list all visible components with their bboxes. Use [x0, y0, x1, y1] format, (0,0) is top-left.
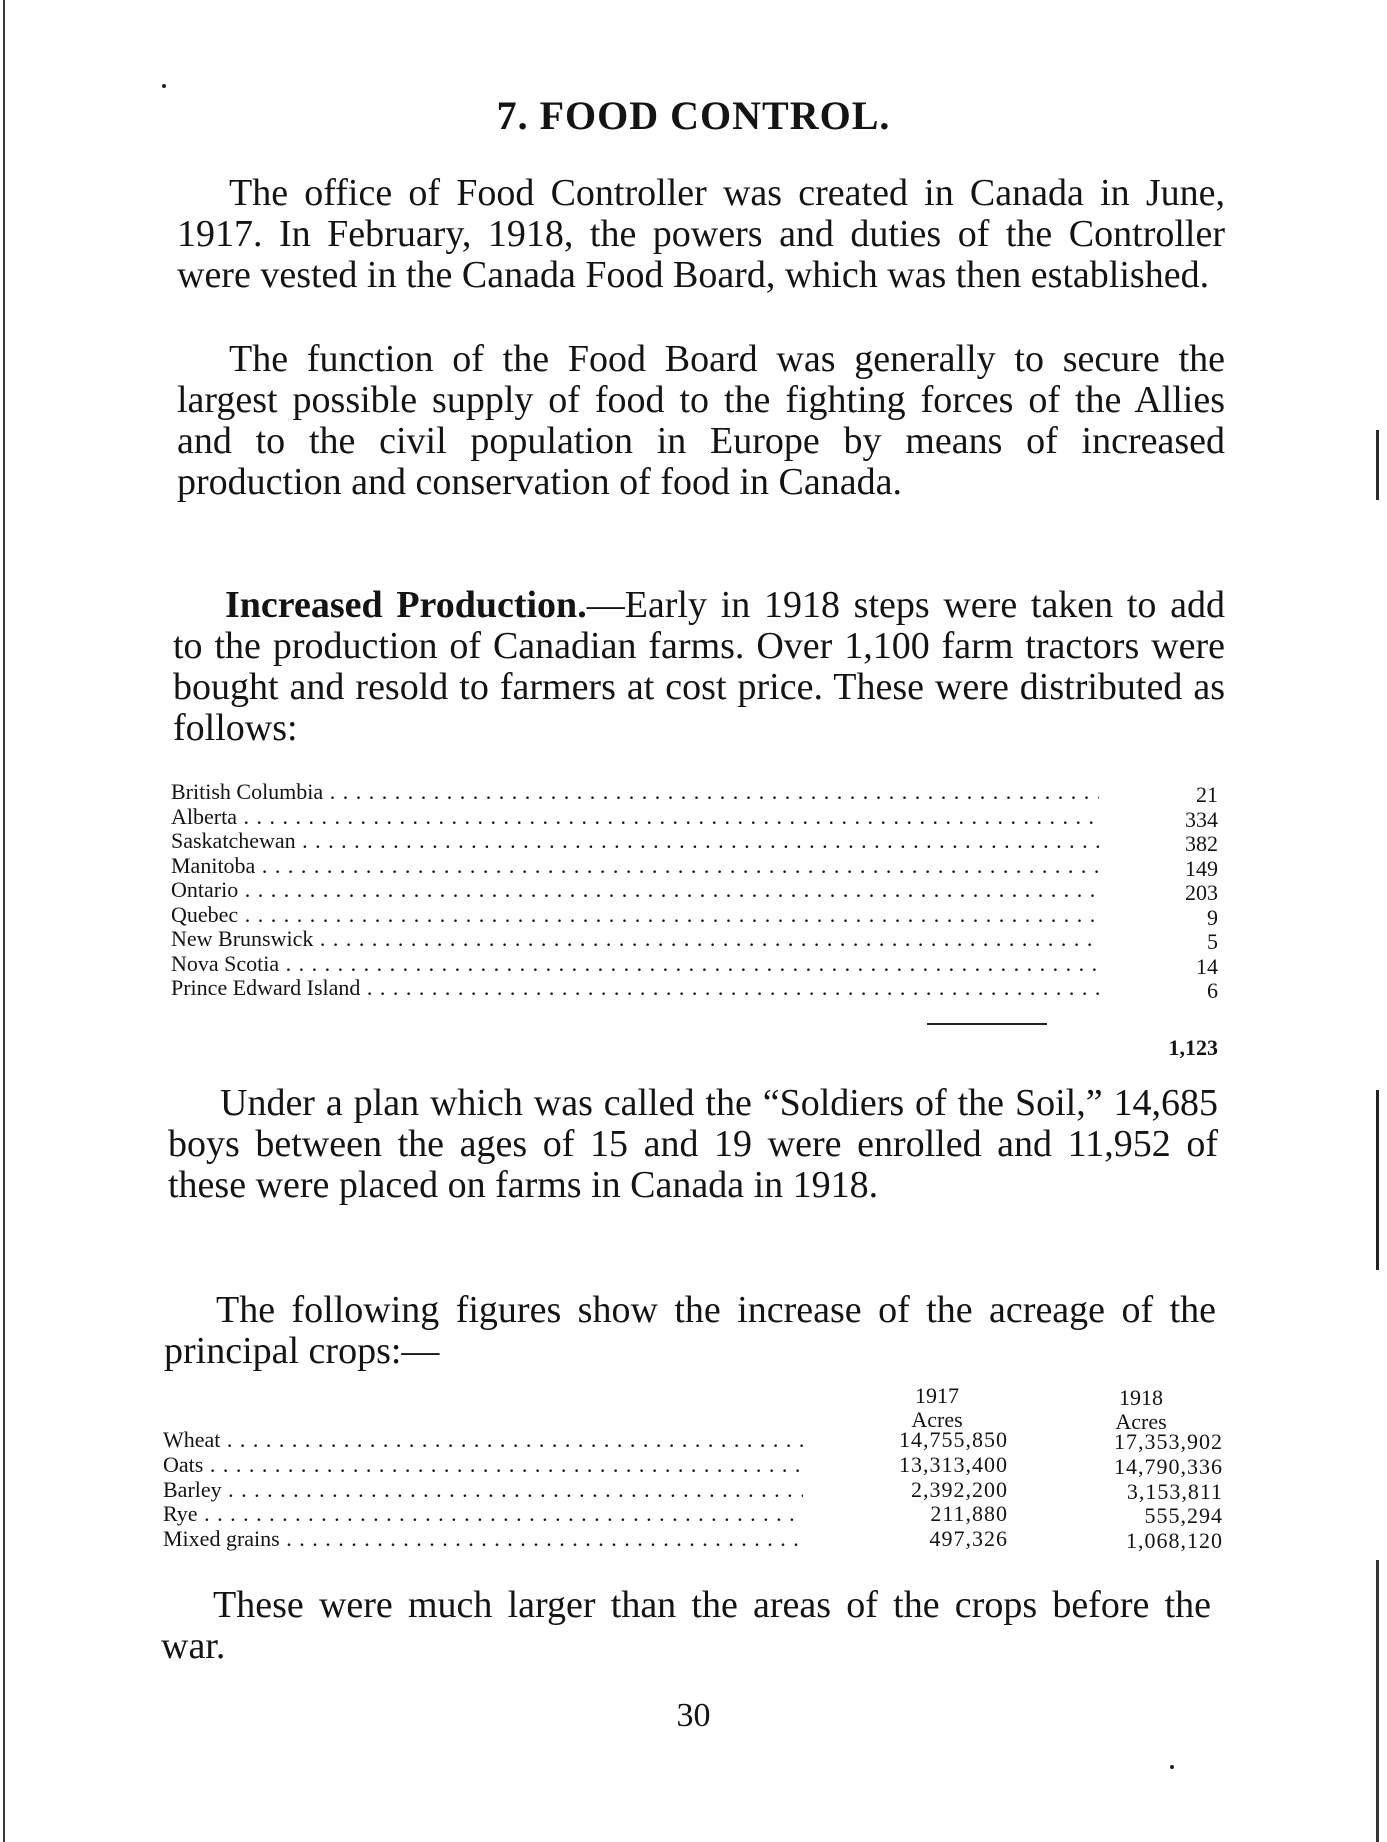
crop-label: Oats . . . — [163, 1453, 803, 1477]
header-unit: Acres — [911, 1407, 963, 1432]
header-year: 1918 — [1119, 1385, 1163, 1410]
province-label: Prince Edward Island . . . — [171, 976, 1099, 1000]
table-row — [163, 1527, 1225, 1552]
acres-1918: 14,790,336 — [1114, 1453, 1223, 1479]
tractor-count: 203 — [1185, 880, 1218, 905]
paragraph-prewar-comparison: These were much larger than the areas of the crops before the war. — [161, 1584, 1211, 1667]
table-row — [171, 854, 1218, 879]
run-in-heading: Increased Production. — [225, 584, 587, 626]
column-header-1918 — [1056, 1386, 1226, 1434]
paragraph-acreage-intro: The following figures show the increase of the acreage of the principal crops:— — [164, 1289, 1216, 1372]
paragraph-increased-production — [173, 585, 1225, 749]
scan-left-edge — [3, 0, 5, 1842]
table-row — [171, 952, 1218, 977]
tractor-count: 6 — [1207, 978, 1218, 1003]
crop-label: Wheat . . . — [163, 1428, 803, 1452]
page-number: 30 — [676, 1697, 711, 1734]
header-unit: Acres — [1115, 1409, 1167, 1434]
column-header-1917 — [852, 1384, 1022, 1432]
tractor-count: 5 — [1207, 929, 1218, 954]
table-row — [171, 976, 1218, 1001]
acres-1917: 211,880 — [930, 1501, 1008, 1527]
scan-speck — [162, 84, 166, 88]
paragraph-body: —Early in 1918 steps were taken to add to the production of Canadian farms. Over 1,100 farm tractors were bought and resold to farmers at cost price. These were distributed as follows: — [173, 584, 1226, 749]
crop-label: Barley . . . — [163, 1478, 803, 1502]
crop-acreage-table — [163, 1428, 1225, 1552]
province-label: Manitoba . . . — [171, 854, 1099, 878]
table-row — [171, 805, 1218, 830]
section-title: 7. FOOD CONTROL. — [496, 93, 891, 138]
acres-1918: 3,153,811 — [1126, 1478, 1223, 1504]
table-row — [171, 780, 1218, 805]
acres-1917: 14,755,850 — [899, 1427, 1008, 1452]
scan-speck — [1170, 1765, 1174, 1769]
tractor-count: 21 — [1196, 782, 1218, 807]
acres-1917: 2,392,200 — [911, 1476, 1008, 1502]
acres-1918: 1,068,120 — [1126, 1528, 1223, 1554]
province-label: Nova Scotia . . . — [171, 952, 1099, 976]
total-rule — [927, 1023, 1047, 1025]
province-label: British Columbia . . . — [171, 780, 1099, 804]
acres-1918: 555,294 — [1144, 1503, 1223, 1529]
table-row — [163, 1428, 1225, 1453]
tractor-count: 14 — [1196, 953, 1218, 979]
tractor-count: 382 — [1185, 831, 1218, 856]
province-label: New Brunswick . . . — [171, 927, 1099, 951]
table-row — [163, 1478, 1225, 1503]
tractor-count: 149 — [1185, 855, 1218, 881]
acres-1917: 13,313,400 — [899, 1451, 1008, 1477]
table-row — [171, 927, 1218, 952]
acres-1918: 17,353,902 — [1114, 1429, 1223, 1454]
tractor-count: 334 — [1185, 806, 1218, 832]
table-row — [163, 1502, 1225, 1527]
paragraph-soldiers-of-the-soil: Under a plan which was called the “Soldiers of the Soil,” 14,685 boys between the ages of 15 and 19 were enrolled and 11,952 of these were placed on farms in Canada in 1918. — [168, 1082, 1218, 1206]
tractor-distribution-table — [171, 780, 1218, 1001]
province-label: Saskatchewan . . . — [171, 829, 1099, 853]
scan-right-edge — [1376, 0, 1379, 1842]
table-row — [171, 903, 1218, 928]
crop-label: Rye . . . — [163, 1502, 803, 1526]
table-row — [163, 1453, 1225, 1478]
paragraph-food-controller: The office of Food Controller was created in Canada in June, 1917. In February, 1918, the powers and duties of the Controller were vested in the Canada Food Board, which was then established. — [177, 172, 1225, 296]
province-label: Quebec . . . — [171, 903, 1099, 927]
paragraph-food-board-function: The function of the Food Board was generally to secure the largest possible supply of food to the fighting forces of the Allies and to the civil population in Europe by means of increased production and conservation of food in Canada. — [177, 338, 1225, 503]
acres-1917: 497,326 — [929, 1526, 1008, 1552]
tractor-count: 9 — [1207, 904, 1218, 930]
crop-label: Mixed grains . . . — [163, 1527, 803, 1551]
province-label: Ontario . . . — [171, 878, 1099, 902]
table-row — [171, 829, 1218, 854]
province-label: Alberta . . . — [171, 805, 1099, 829]
header-year: 1917 — [915, 1383, 959, 1408]
table-row — [171, 878, 1218, 903]
tractor-total: 1,123 — [1168, 1035, 1218, 1060]
